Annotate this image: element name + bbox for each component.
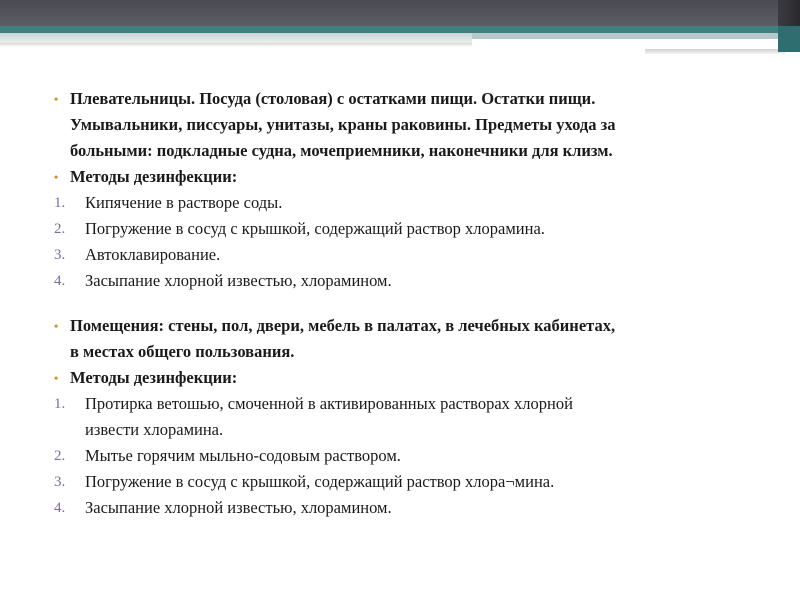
bullet-icon: • xyxy=(54,170,59,184)
bullet-icon: • xyxy=(54,319,59,333)
item-text: Засыпание хлорной известью, хлорамином. xyxy=(85,498,392,517)
item-text: Погружение в сосуд с крышкой, содержащий раствор хлора¬мина. xyxy=(85,472,555,491)
item-number: 3. xyxy=(54,247,66,263)
section2-method-item xyxy=(54,391,754,443)
section1-method-item xyxy=(54,216,754,242)
section2-method-item xyxy=(54,469,754,495)
header-band-light-right xyxy=(472,33,778,39)
section2-method-item xyxy=(54,495,754,521)
header-band-dark xyxy=(0,0,778,26)
section1-method-item xyxy=(54,190,754,216)
section2-methods-heading xyxy=(54,365,754,391)
bullet-icon: • xyxy=(54,92,59,106)
section1-line: Умывальники, писсуары, унитазы, краны раковины. Предметы ухода за xyxy=(70,115,616,134)
item-number: 3. xyxy=(54,474,66,490)
section1-methods-heading xyxy=(54,164,754,190)
item-text: извести хлорамина. xyxy=(85,420,224,439)
item-text: Автоклавирование. xyxy=(85,245,221,264)
item-number: 1. xyxy=(54,195,66,211)
section1-bullet xyxy=(54,86,754,164)
section1-method-item xyxy=(54,268,754,294)
item-text: Кипячение в растворе соды. xyxy=(85,193,283,212)
item-text: Протирка ветошью, смоченной в активированных растворах хлорной xyxy=(85,394,573,413)
item-number: 2. xyxy=(54,221,66,237)
header-band-teal xyxy=(0,26,778,33)
bullet-icon: • xyxy=(54,371,59,385)
item-text: Погружение в сосуд с крышкой, содержащий раствор хлорамина. xyxy=(85,219,545,238)
section2-line: в местах общего пользования. xyxy=(70,342,295,361)
header-shadow xyxy=(0,43,472,47)
section2-line: Помещения: стены, пол, двери, мебель в палатах, в лечебных кабинетах, xyxy=(70,316,616,335)
methods-heading-text: Методы дезинфекции: xyxy=(70,368,238,387)
section1-method-item xyxy=(54,242,754,268)
header-corner-dark xyxy=(778,0,800,26)
item-text: Мытье горячим мыльно-содовым раствором. xyxy=(85,446,401,465)
section2-bullet xyxy=(54,313,754,365)
section-gap xyxy=(54,294,754,313)
item-number: 1. xyxy=(54,396,66,412)
section1-line: больными: подкладные судна, мочеприемники, наконечники для клизм. xyxy=(70,141,613,160)
header-corner-teal xyxy=(778,26,800,52)
section1-line: Плевательницы. Посуда (столовая) с остатками пищи. Остатки пищи. xyxy=(70,89,596,108)
item-number: 4. xyxy=(54,500,66,516)
item-text: Засыпание хлорной известью, хлорамином. xyxy=(85,271,392,290)
slide-content xyxy=(54,86,754,521)
item-number: 4. xyxy=(54,273,66,289)
item-number: 2. xyxy=(54,448,66,464)
header-stub xyxy=(645,49,785,54)
section2-method-item xyxy=(54,443,754,469)
header-band-light xyxy=(0,33,472,43)
methods-heading-text: Методы дезинфекции: xyxy=(70,167,238,186)
